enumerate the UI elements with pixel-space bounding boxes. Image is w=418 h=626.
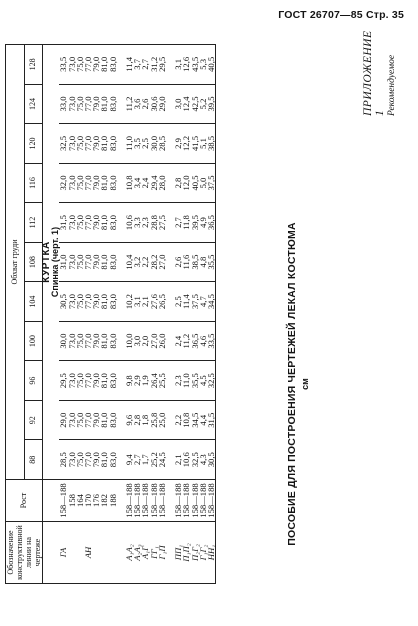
value-cell: 2,9	[133, 361, 141, 401]
value-cell: 11,6	[182, 242, 190, 282]
value-cell: 11,0	[125, 124, 133, 164]
value-cell: 2,3	[174, 361, 182, 401]
value-cell: 75,0	[76, 282, 84, 322]
section-title: КУРТКА	[43, 45, 52, 480]
value-cell: 12,4	[182, 84, 190, 124]
chest-size-header: 88	[24, 440, 43, 480]
row-height: 176	[92, 480, 100, 522]
value-cell: 27,0	[150, 321, 158, 361]
value-cell: 2,6	[174, 242, 182, 282]
value-cell: 83,0	[109, 361, 117, 401]
value-cell: 2,9	[174, 124, 182, 164]
chest-size-header: 124	[24, 84, 43, 124]
value-cell: 73,0	[68, 361, 76, 401]
value-cell: 2,2	[174, 400, 182, 440]
value-cell: 11,4	[125, 45, 133, 85]
table-title: ПОСОБИЕ ДЛЯ ПОСТРОЕНИЯ ЧЕРТЕЖЕЙ ЛЕКАЛ КОСТЮМА	[286, 222, 298, 546]
value-cell: 3,3	[133, 203, 141, 243]
value-cell: 83,0	[109, 440, 117, 480]
col-height-header: Рост	[6, 480, 43, 522]
value-cell: 10,2	[125, 282, 133, 322]
value-cell: 2,1	[174, 440, 182, 480]
value-cell: 81,0	[100, 242, 108, 282]
value-cell: 35,5	[191, 361, 199, 401]
value-cell: 83,0	[109, 321, 117, 361]
value-cell: 77,0	[84, 282, 92, 322]
value-cell: 29,0	[59, 400, 67, 440]
value-cell: 10,6	[125, 203, 133, 243]
value-cell: 28,5	[59, 440, 67, 480]
value-cell: 39,5	[191, 203, 199, 243]
row-designation	[100, 522, 108, 584]
value-cell: 27,6	[150, 282, 158, 322]
value-cell: 10,8	[182, 400, 190, 440]
value-cell: 3,6	[133, 84, 141, 124]
row-designation: A₁Г	[141, 522, 149, 584]
value-cell: 79,0	[92, 203, 100, 243]
row-height: 170	[84, 480, 92, 522]
value-cell: 83,0	[109, 203, 117, 243]
value-cell: 81,0	[100, 45, 108, 85]
value-cell: 31,5	[59, 203, 67, 243]
row-designation: A₁A₂	[125, 522, 133, 584]
chest-size-header: 128	[24, 45, 43, 85]
value-cell: 73,0	[68, 321, 76, 361]
chest-size-header: 104	[24, 282, 43, 322]
value-cell: 5,0	[199, 163, 207, 203]
chest-size-header: 116	[24, 163, 43, 203]
value-cell: 28,8	[150, 203, 158, 243]
value-cell: 36,5	[191, 321, 199, 361]
value-cell: 25,2	[150, 440, 158, 480]
page-header: ГОСТ 26707—85 Стр. 35	[278, 9, 404, 21]
value-cell: 83,0	[109, 400, 117, 440]
value-cell: 31,5	[207, 400, 216, 440]
value-cell: 5,2	[199, 84, 207, 124]
value-cell: 10,0	[125, 321, 133, 361]
value-cell: 83,0	[109, 163, 117, 203]
value-cell: 36,5	[207, 203, 216, 243]
value-cell: 81,0	[100, 321, 108, 361]
row-height: 158—188	[174, 480, 182, 522]
value-cell: 5,3	[199, 45, 207, 85]
value-cell: 73,0	[68, 242, 76, 282]
value-cell: 77,0	[84, 163, 92, 203]
value-cell: 1,7	[141, 440, 149, 480]
value-cell: 25,8	[150, 400, 158, 440]
chest-size-header: 96	[24, 361, 43, 401]
value-cell: 40,5	[207, 45, 216, 85]
value-cell: 27,0	[158, 242, 166, 282]
value-cell: 81,0	[100, 400, 108, 440]
value-cell: 37,5	[207, 163, 216, 203]
chest-size-header: 100	[24, 321, 43, 361]
row-designation: П₁П₂	[182, 522, 190, 584]
value-cell: 73,0	[68, 282, 76, 322]
value-cell: 3,2	[133, 242, 141, 282]
row-height: 158—188	[59, 480, 67, 522]
value-cell: 29,5	[158, 45, 166, 85]
value-cell: 2,6	[141, 84, 149, 124]
value-cell: 11,8	[182, 203, 190, 243]
value-cell: 31,0	[59, 242, 67, 282]
value-cell: 35,5	[207, 242, 216, 282]
value-cell: 75,0	[76, 242, 84, 282]
value-cell: 39,5	[207, 84, 216, 124]
value-cell: 32,0	[59, 163, 67, 203]
value-cell: 79,0	[92, 361, 100, 401]
value-cell: 30,0	[59, 321, 67, 361]
chest-size-header: 108	[24, 242, 43, 282]
value-cell: 75,0	[76, 45, 84, 85]
value-cell: 77,0	[84, 45, 92, 85]
value-cell: 30,6	[150, 84, 158, 124]
value-cell: 1,8	[141, 400, 149, 440]
value-cell: 75,0	[76, 440, 84, 480]
value-cell: 33,5	[207, 321, 216, 361]
row-height: 158—188	[199, 480, 207, 522]
value-cell: 10,8	[125, 163, 133, 203]
row-height: 158—188	[191, 480, 199, 522]
value-cell: 83,0	[109, 84, 117, 124]
value-cell: 77,0	[84, 321, 92, 361]
value-cell: 73,0	[68, 163, 76, 203]
chest-size-header: 112	[24, 203, 43, 243]
row-height: 158—188	[133, 480, 141, 522]
value-cell: 4,7	[199, 282, 207, 322]
value-cell: 26,5	[158, 282, 166, 322]
value-cell: 77,0	[84, 124, 92, 164]
row-designation: A₂A₃	[133, 522, 141, 584]
row-height: 158—188	[141, 480, 149, 522]
value-cell: 2,8	[133, 400, 141, 440]
value-cell: 3,1	[133, 282, 141, 322]
value-cell: 83,0	[109, 282, 117, 322]
row-designation: Г₁Г₂	[199, 522, 207, 584]
value-cell: 9,6	[125, 400, 133, 440]
value-cell: 25,0	[158, 400, 166, 440]
row-height: 158—188	[182, 480, 190, 522]
table-row	[207, 45, 216, 584]
value-cell: 30,5	[59, 282, 67, 322]
value-cell: 42,5	[191, 84, 199, 124]
value-cell: 75,0	[76, 321, 84, 361]
value-cell: 4,9	[199, 203, 207, 243]
value-cell: 32,5	[191, 440, 199, 480]
value-cell: 2,8	[174, 163, 182, 203]
value-cell: 41,5	[191, 124, 199, 164]
value-cell: 77,0	[84, 242, 92, 282]
value-cell: 4,4	[199, 400, 207, 440]
row-designation: Г₁П	[158, 522, 166, 584]
value-cell: 4,6	[199, 321, 207, 361]
value-cell: 43,5	[191, 45, 199, 85]
value-cell: 12,6	[182, 45, 190, 85]
value-cell: 75,0	[76, 84, 84, 124]
value-cell: 73,0	[68, 440, 76, 480]
value-cell: 79,0	[92, 124, 100, 164]
value-cell: 25,5	[158, 361, 166, 401]
value-cell: 26,0	[158, 321, 166, 361]
value-cell: 3,1	[174, 45, 182, 85]
value-cell: 81,0	[100, 84, 108, 124]
value-cell: 28,0	[158, 163, 166, 203]
value-cell: 75,0	[76, 400, 84, 440]
value-cell: 75,0	[76, 124, 84, 164]
value-cell: 77,0	[84, 400, 92, 440]
value-cell: 2,5	[141, 124, 149, 164]
value-cell: 2,4	[141, 163, 149, 203]
value-cell: 2,4	[174, 321, 182, 361]
col-designation-header: Обозначение конструктивной линии на чертеже	[6, 522, 43, 584]
value-cell: 31,2	[150, 45, 158, 85]
value-cell: 26,4	[150, 361, 158, 401]
value-cell: 33,0	[59, 84, 67, 124]
col-chest-header: Обхват груди	[6, 45, 25, 480]
value-cell: 81,0	[100, 361, 108, 401]
value-cell: 37,5	[191, 282, 199, 322]
value-cell: 9,4	[125, 440, 133, 480]
value-cell: 73,0	[68, 45, 76, 85]
value-cell: 79,0	[92, 84, 100, 124]
value-cell: 75,0	[76, 163, 84, 203]
row-height: 182	[100, 480, 108, 522]
value-cell: 38,5	[191, 242, 199, 282]
value-cell: 2,0	[141, 321, 149, 361]
value-cell: 27,5	[158, 203, 166, 243]
value-cell: 30,0	[150, 124, 158, 164]
value-cell: 4,8	[199, 242, 207, 282]
value-cell: 73,0	[68, 84, 76, 124]
table-row	[109, 45, 117, 584]
value-cell: 12,2	[182, 124, 190, 164]
chest-size-header: 92	[24, 400, 43, 440]
row-designation: ПП₁	[174, 522, 182, 584]
value-cell: 79,0	[92, 440, 100, 480]
value-cell: 79,0	[92, 163, 100, 203]
value-cell: 40,5	[191, 163, 199, 203]
value-cell: 11,2	[125, 84, 133, 124]
value-cell: 24,5	[158, 440, 166, 480]
value-cell: 75,0	[76, 203, 84, 243]
value-cell: 73,0	[68, 400, 76, 440]
value-cell: 77,0	[84, 203, 92, 243]
value-cell: 2,2	[141, 242, 149, 282]
value-cell: 81,0	[100, 203, 108, 243]
value-cell: 3,5	[133, 124, 141, 164]
row-height: 164	[76, 480, 84, 522]
value-cell: 75,0	[76, 361, 84, 401]
value-cell: 83,0	[109, 45, 117, 85]
value-cell: 12,0	[182, 163, 190, 203]
value-cell: 2,7	[133, 440, 141, 480]
subsection-title: Спинка (черт. 1)	[51, 45, 59, 480]
value-cell: 77,0	[84, 440, 92, 480]
appendix-title: ПРИЛОЖЕНИЕ 1	[362, 30, 386, 116]
value-cell: 33,5	[59, 45, 67, 85]
row-height: 158	[68, 480, 76, 522]
value-cell: 3,7	[133, 45, 141, 85]
value-cell: 32,5	[59, 124, 67, 164]
value-cell: 81,0	[100, 440, 108, 480]
row-designation: ГА	[59, 522, 67, 584]
row-designation: НН₁	[207, 522, 216, 584]
row-designation	[92, 522, 100, 584]
value-cell: 29,0	[158, 84, 166, 124]
row-height: 188	[109, 480, 117, 522]
value-cell: 81,0	[100, 163, 108, 203]
value-cell: 2,3	[141, 203, 149, 243]
value-cell: 83,0	[109, 124, 117, 164]
row-designation: П₂Г₂	[191, 522, 199, 584]
row-designation	[68, 522, 76, 584]
value-cell: 79,0	[92, 242, 100, 282]
value-cell: 10,4	[125, 242, 133, 282]
value-cell: 34,5	[191, 400, 199, 440]
value-cell: 11,0	[182, 361, 190, 401]
table-row	[158, 45, 166, 584]
value-cell: 73,0	[68, 124, 76, 164]
chest-size-header: 120	[24, 124, 43, 164]
value-cell: 79,0	[92, 282, 100, 322]
value-cell: 2,7	[174, 203, 182, 243]
value-cell: 5,1	[199, 124, 207, 164]
value-cell: 10,6	[182, 440, 190, 480]
value-cell: 30,5	[207, 440, 216, 480]
value-cell: 34,5	[207, 282, 216, 322]
value-cell: 79,0	[92, 400, 100, 440]
value-cell: 2,1	[141, 282, 149, 322]
measurements-table	[5, 44, 216, 584]
value-cell: 32,5	[207, 361, 216, 401]
value-cell: 28,2	[150, 242, 158, 282]
value-cell: 77,0	[84, 361, 92, 401]
value-cell: 73,0	[68, 203, 76, 243]
row-designation: ГГ₁	[150, 522, 158, 584]
value-cell: 83,0	[109, 242, 117, 282]
value-cell: 1,9	[141, 361, 149, 401]
rotated-page-content	[0, 24, 415, 604]
value-cell: 11,4	[182, 282, 190, 322]
value-cell: 77,0	[84, 84, 92, 124]
value-cell: 9,8	[125, 361, 133, 401]
value-cell: 79,0	[92, 321, 100, 361]
appendix-block	[362, 24, 397, 116]
row-designation	[109, 522, 117, 584]
value-cell: 3,0	[133, 321, 141, 361]
unit-label: см	[300, 378, 310, 390]
value-cell: 28,5	[158, 124, 166, 164]
value-cell: 29,5	[59, 361, 67, 401]
appendix-subtitle: Рекомендуемое	[387, 54, 397, 116]
value-cell: 79,0	[92, 45, 100, 85]
row-height: 158—188	[150, 480, 158, 522]
row-designation: АН	[84, 522, 92, 584]
value-cell: 4,3	[199, 440, 207, 480]
value-cell: 81,0	[100, 282, 108, 322]
value-cell: 3,0	[174, 84, 182, 124]
value-cell: 3,4	[133, 163, 141, 203]
value-cell: 38,5	[207, 124, 216, 164]
row-height: 158—188	[125, 480, 133, 522]
value-cell: 81,0	[100, 124, 108, 164]
row-height: 158—188	[207, 480, 216, 522]
value-cell: 2,5	[174, 282, 182, 322]
value-cell: 4,5	[199, 361, 207, 401]
value-cell: 11,2	[182, 321, 190, 361]
value-cell: 2,7	[141, 45, 149, 85]
row-height: 158—188	[158, 480, 166, 522]
value-cell: 29,4	[150, 163, 158, 203]
